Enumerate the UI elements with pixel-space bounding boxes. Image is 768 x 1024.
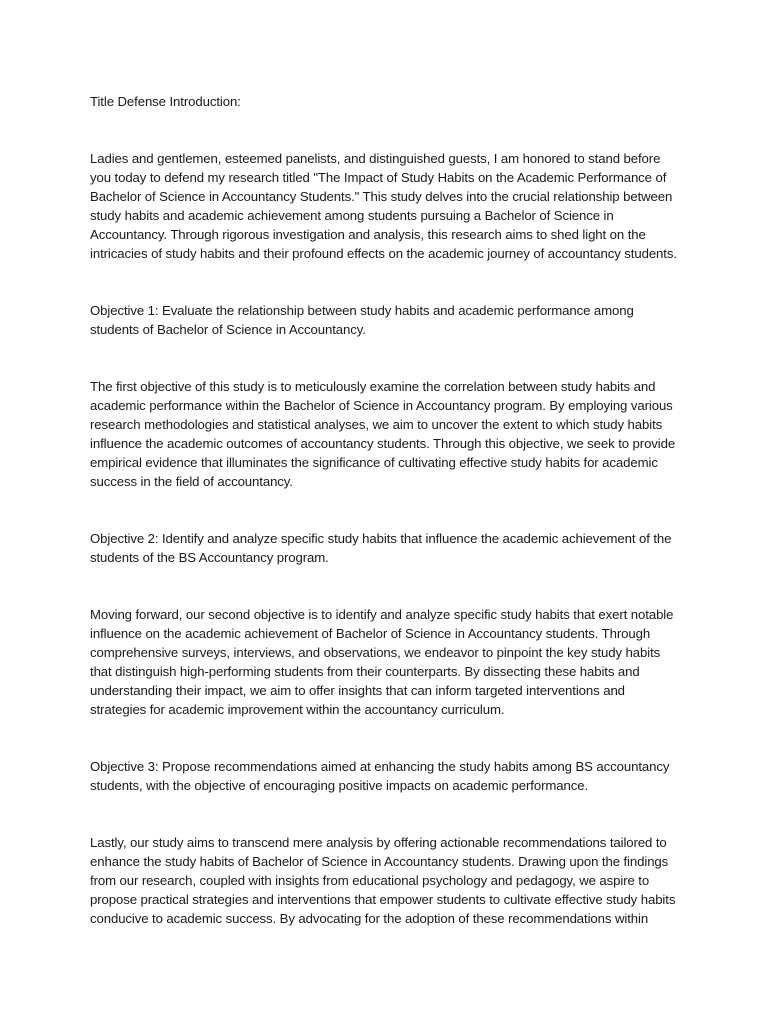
intro-paragraph: Ladies and gentlemen, esteemed panelists, and distinguished guests, I am honored to stand before you today to defend my research titled "The Impact of Study Habits on the Academic Performance of Bachelor of Science in Accountancy Students." This study delves into the crucial relationship between study habits and academic achievement among students pursuing a Bachelor of Science in Accountancy. Through rigorous investigation and analysis, this research aims to shed light on the intricacies of study habits and their profound effects on the academic journey of accountancy students. <box>90 151 677 261</box>
objective-1-paragraph: The first objective of this study is to meticulously examine the correlation between study habits and academic performance within the Bachelor of Science in Accountancy program. By employing various research methodologies and statistical analyses, we aim to uncover the extent to which study habits influence the academic outcomes of accountancy students. Through this objective, we seek to provide empirical evidence that illuminates the significance of cultivating effective study habits for academic success in the field of accountancy. <box>90 379 676 489</box>
objective-1-heading: Objective 1: Evaluate the relationship between study habits and academic performance among students of Bachelor of Science in Accountancy. <box>90 303 634 337</box>
objective-2-paragraph: Moving forward, our second objective is to identify and analyze specific study habits that exert notable influence on the academic achievement of Bachelor of Science in Accountancy students. Through comprehensive surveys, interviews, and observations, we endeavor to pinpoint the key study habits that distinguish high-performing students from their counterparts. By dissecting these habits and understanding their impact, we aim to offer insights that can inform targeted interventions and strategies for academic improvement within the accountancy curriculum. <box>90 607 674 717</box>
objective-3-paragraph: Lastly, our study aims to transcend mere analysis by offering actionable recommendations tailored to enhance the study habits of Bachelor of Science in Accountancy students. Drawing upon the findings from our research, coupled with insights from educational psychology and pedagogy, we aspire to propose practical strategies and interventions that empower students to cultivate effective study habits conducive to academic success. By advocating for the adoption of these recommendations within <box>90 835 676 926</box>
document-heading: Title Defense Introduction: <box>90 94 241 109</box>
objective-3-heading: Objective 3: Propose recommendations aimed at enhancing the study habits among BS accountancy students, with the objective of encouraging positive impacts on academic performance. <box>90 759 670 793</box>
document-body <box>90 92 680 928</box>
objective-2-heading: Objective 2: Identify and analyze specific study habits that influence the academic achievement of the students of the BS Accountancy program. <box>90 531 672 565</box>
